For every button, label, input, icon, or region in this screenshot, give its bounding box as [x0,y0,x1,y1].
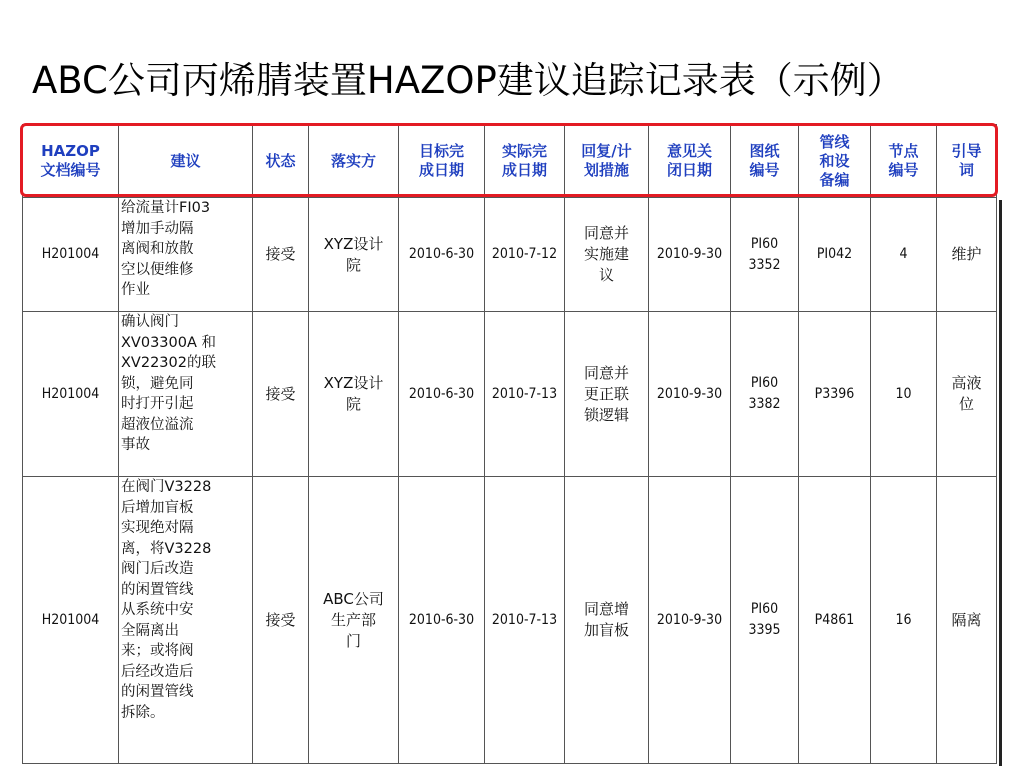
column-header-1: 建议 [119,125,253,198]
column-header-2: 状态 [253,125,309,198]
table-cell: 10 [871,312,937,477]
table-row [23,198,997,312]
table-cell: 2010-6-30 [399,312,485,477]
table-cell: 在阀门V3228 后增加盲板 实现绝对隔 离，将V3228 阀门后改造 的闲置管线 从系统中安 全隔离出 来；或将阀 后经改造后 的闲置管线 拆除。 [119,477,253,764]
column-header-7: 意见关 闭日期 [649,125,731,198]
table-cell: XYZ设计 院 [309,198,399,312]
table-cell: 2010-6-30 [399,477,485,764]
header-row [23,125,997,198]
table-cell: 确认阀门 XV03300A 和 XV22302的联 锁，避免同 时打开引起 超液位溢流 事故 [119,312,253,477]
table-cell: H201004 [23,312,119,477]
table-cell: 维护 [937,198,997,312]
hazop-table-container [22,124,998,764]
table-cell: 2010-7-12 [485,198,565,312]
table-cell: 2010-6-30 [399,198,485,312]
table-cell: PI60 3382 [731,312,799,477]
table-cell: 接受 [253,312,309,477]
column-header-5: 实际完 成日期 [485,125,565,198]
table-cell: 高液 位 [937,312,997,477]
table-row [23,312,997,477]
table-row [23,477,997,764]
table-cell: 2010-7-13 [485,477,565,764]
table-cell: 接受 [253,198,309,312]
table-cell: H201004 [23,198,119,312]
table-cell: 同意增 加盲板 [565,477,649,764]
table-cell: PI042 [799,198,871,312]
table-cell: 2010-9-30 [649,477,731,764]
table-right-edge-shadow [999,200,1002,766]
column-header-3: 落实方 [309,125,399,198]
column-header-0: HAZOP 文档编号 [23,125,119,198]
table-cell: 16 [871,477,937,764]
table-cell: ABC公司 生产部 门 [309,477,399,764]
table-cell: 2010-9-30 [649,198,731,312]
column-header-4: 目标完 成日期 [399,125,485,198]
column-header-8: 图纸 编号 [731,125,799,198]
column-header-11: 引导 词 [937,125,997,198]
table-cell: 4 [871,198,937,312]
table-body [23,198,997,764]
table-cell: PI60 3395 [731,477,799,764]
table-cell: 同意并 更正联 锁逻辑 [565,312,649,477]
table-cell: 2010-9-30 [649,312,731,477]
column-header-6: 回复/计 划措施 [565,125,649,198]
table-cell: XYZ设计 院 [309,312,399,477]
hazop-table [22,124,997,764]
table-cell: PI60 3352 [731,198,799,312]
column-header-10: 节点 编号 [871,125,937,198]
table-cell: 同意并 实施建 议 [565,198,649,312]
table-cell: 隔离 [937,477,997,764]
column-header-9: 管线 和设 备编 [799,125,871,198]
table-cell: 接受 [253,477,309,764]
page-title: ABC公司丙烯腈装置HAZOP建议追踪记录表（示例） [32,59,904,102]
table-cell: P4861 [799,477,871,764]
table-cell: P3396 [799,312,871,477]
table-cell: 2010-7-13 [485,312,565,477]
table-cell: H201004 [23,477,119,764]
table-cell: 给流量计FI03 增加手动隔 离阀和放散 空以便维修 作业 [119,198,253,312]
